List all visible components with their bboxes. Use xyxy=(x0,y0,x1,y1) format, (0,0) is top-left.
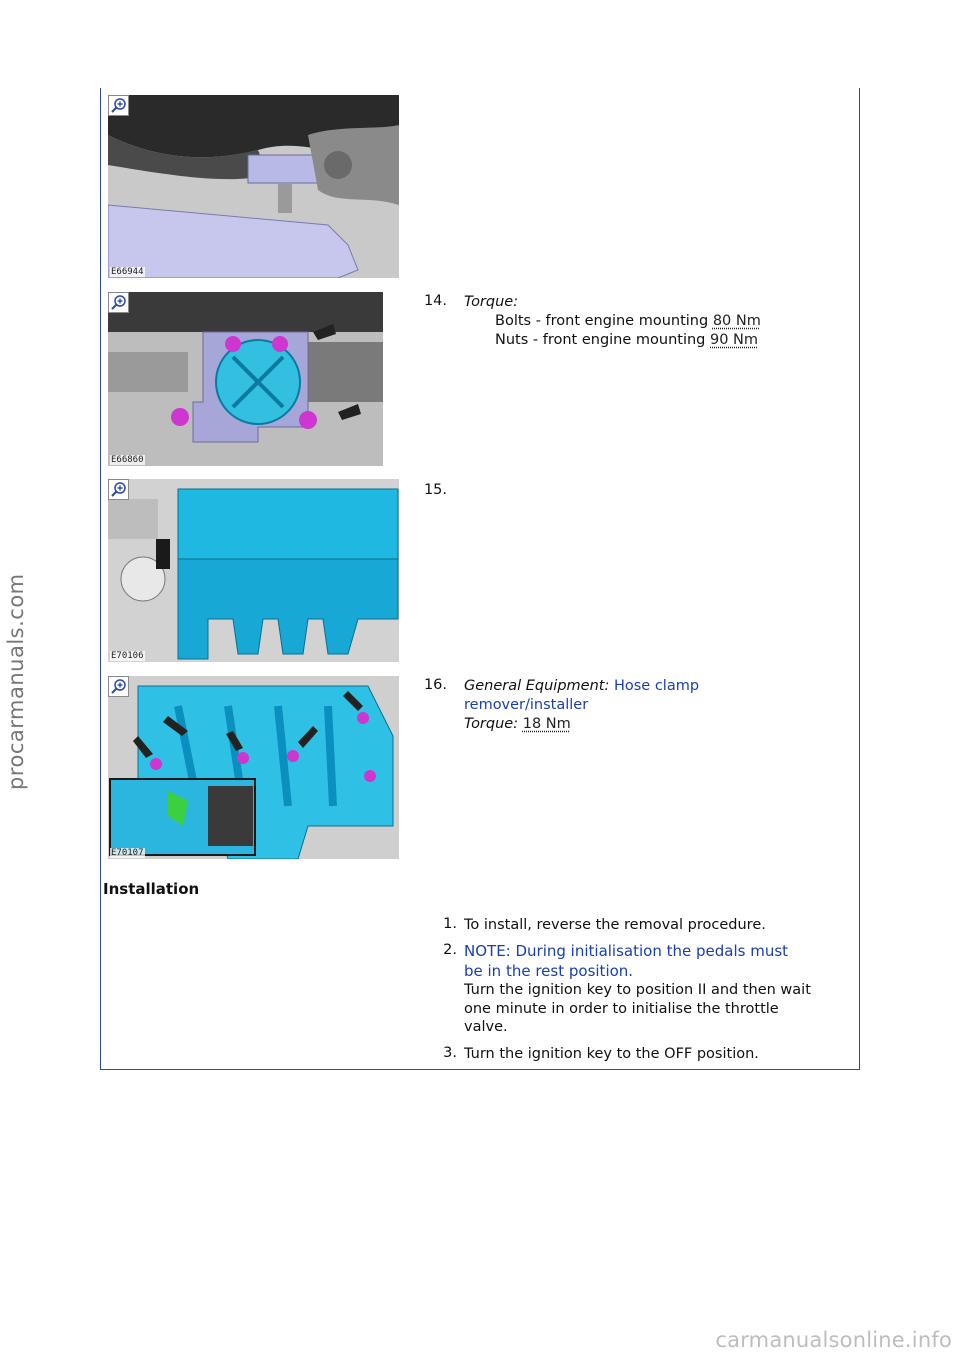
torque-label: Torque: xyxy=(464,716,519,732)
spec-description: Nuts - front engine mounting xyxy=(495,332,710,348)
figure-code: E66944 xyxy=(111,267,144,277)
install-step-number: 2. xyxy=(443,942,457,958)
side-watermark: procarmanuals.com xyxy=(4,573,28,790)
step-number-15: 15. xyxy=(423,482,447,498)
figure-e66860 xyxy=(108,292,383,466)
figure-e70107 xyxy=(108,676,399,859)
footer-watermark: carmanualsonline.info xyxy=(715,1328,952,1352)
zoom-in-icon[interactable] xyxy=(108,479,129,500)
zoom-in-icon[interactable] xyxy=(108,292,129,313)
hose-clamp-link-cont[interactable]: remover/installer xyxy=(464,697,589,713)
install-step-text: To install, reverse the removal procedure. xyxy=(464,917,766,933)
torque-value[interactable]: 80 Nm xyxy=(712,313,761,329)
zoom-in-icon[interactable] xyxy=(108,95,129,116)
install-step-text: Turn the ignition key to the OFF position. xyxy=(464,1046,759,1062)
hose-clamp-link[interactable]: Hose clamp xyxy=(613,678,700,694)
figure-e66944 xyxy=(108,95,399,278)
section-heading-installation: Installation xyxy=(103,880,200,898)
figure-e70106 xyxy=(108,479,399,662)
zoom-in-icon[interactable] xyxy=(108,676,129,697)
torque-label: Torque: xyxy=(464,294,519,310)
step-number-16: 16. xyxy=(423,677,447,693)
torque-value[interactable]: 90 Nm xyxy=(710,332,759,348)
torque-spec-nuts xyxy=(495,331,758,350)
figure-code: E66860 xyxy=(111,455,144,465)
install-note: NOTE: During initialisation the pedals must xyxy=(464,942,789,960)
figure-code: E70107 xyxy=(111,848,144,858)
install-step-text: valve. xyxy=(464,1019,508,1035)
install-note-cont: be in the rest position. xyxy=(464,962,634,980)
torque-line xyxy=(464,715,571,734)
install-step-text: Turn the ignition key to position II and then wait xyxy=(464,982,811,998)
install-step-text: one minute in order to initialise the throttle xyxy=(464,1001,779,1017)
figure-code: E70106 xyxy=(111,651,144,661)
spec-description: Bolts - front engine mounting xyxy=(495,313,713,329)
install-step-number: 1. xyxy=(443,916,457,932)
torque-spec-bolts xyxy=(495,312,761,331)
install-step-number: 3. xyxy=(443,1045,457,1061)
equipment-label: General Equipment: xyxy=(464,678,610,694)
general-equipment-line xyxy=(464,677,699,696)
step-number-14: 14. xyxy=(423,293,447,309)
torque-value[interactable]: 18 Nm xyxy=(522,716,571,732)
